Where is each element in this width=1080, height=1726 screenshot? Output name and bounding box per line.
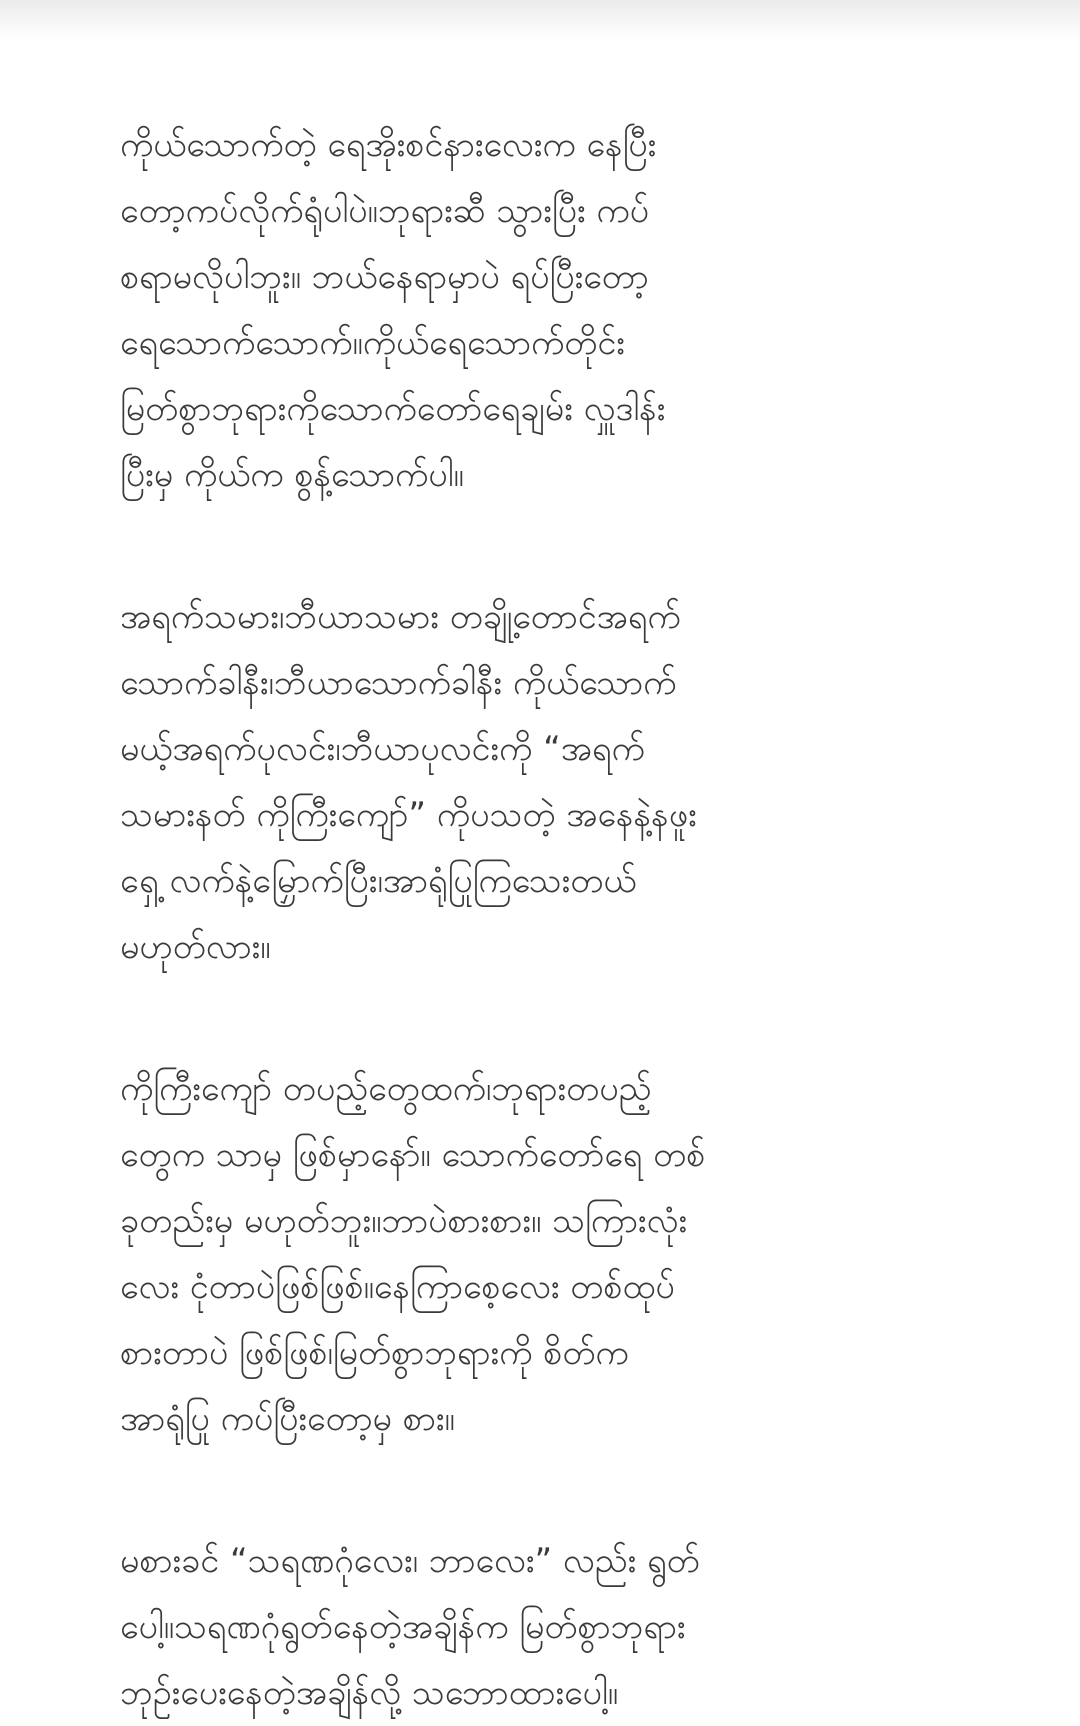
text-line: အာရုံပြု ကပ်ပြီးတော့မှ စား။ <box>120 1399 455 1439</box>
text-line: ကိုယ်သောက်တဲ့ ရေအိုးစင်နားလေးက နေပြီး <box>120 125 657 165</box>
paragraph-gap <box>120 980 940 1056</box>
text-line: ရှေ့ လက်နဲ့မြှောက်ပြီး၊အာရုံပြုကြသေးတယ် <box>120 861 637 901</box>
paragraph-3 <box>120 1056 940 1452</box>
text-line: ပြီးမှ ကိုယ်က စွန့်သောက်ပါ။ <box>120 455 464 495</box>
paragraph-1 <box>120 112 940 508</box>
text-line: လေး ငုံတာပဲဖြစ်ဖြစ်။နေကြာစေ့လေး တစ်ထုပ် <box>120 1267 675 1307</box>
text-line: တော့ကပ်လိုက်ရုံပါပဲ။ဘုရားဆီ သွားပြီး ကပ် <box>120 191 650 231</box>
text-line: အရက်သမား၊ဘီယာသမား တချို့တောင်အရက် <box>120 597 681 637</box>
text-line: မြတ်စွာဘုရားကိုသောက်တော်ရေချမ်း လှူဒါန်း <box>120 389 666 429</box>
text-line: ဘုဉ်းပေးနေတဲ့အချိန်လို့ သဘောထားပေါ့။ <box>120 1673 619 1713</box>
text-line: စားတာပဲ ဖြစ်ဖြစ်၊မြတ်စွာဘုရားကို စိတ်က <box>120 1333 629 1373</box>
text-line: မဟုတ်လား။ <box>120 927 271 967</box>
text-line: ခုတည်းမှ မဟုတ်ဘူး။ဘာပဲစားစား။ သကြားလုံး <box>120 1201 688 1241</box>
text-line: ရေသောက်သောက်။ကိုယ်ရေသောက်တိုင်း <box>120 323 625 363</box>
text-line: ကိုကြီးကျော် တပည့်တွေထက်၊ဘုရားတပည့် <box>120 1069 652 1109</box>
text-line: မယ့်အရက်ပုလင်း၊ဘီယာပုလင်းကို “အရက် <box>120 729 645 769</box>
paragraph-4 <box>120 1528 940 1726</box>
text-line: ပေါ့။သရဏဂုံရွတ်နေတဲ့အချိန်က မြတ်စွာဘုရား <box>120 1607 686 1647</box>
text-line: တွေက သာမှ ဖြစ်မှာနော်။ သောက်တော်ရေ တစ် <box>120 1135 706 1175</box>
top-edge-shadow <box>0 0 1080 40</box>
document-body <box>120 112 940 1726</box>
text-line: စရာမလိုပါဘူး။ ဘယ်နေရာမှာပဲ ရပ်ပြီးတော့ <box>120 257 649 297</box>
text-line: သောက်ခါနီး၊ဘီယာသောက်ခါနီး ကိုယ်သောက် <box>120 663 677 703</box>
text-line: မစားခင် “သရဏဂုံလေး၊ ဘာလေး” လည်း ရွတ် <box>120 1541 700 1581</box>
paragraph-gap <box>120 1452 940 1528</box>
text-line: သမားနတ် ကိုကြီးကျော်” ကိုပသတဲ့ အနေနဲ့နဖူး <box>120 795 697 835</box>
paragraph-gap <box>120 508 940 584</box>
paragraph-2 <box>120 584 940 980</box>
